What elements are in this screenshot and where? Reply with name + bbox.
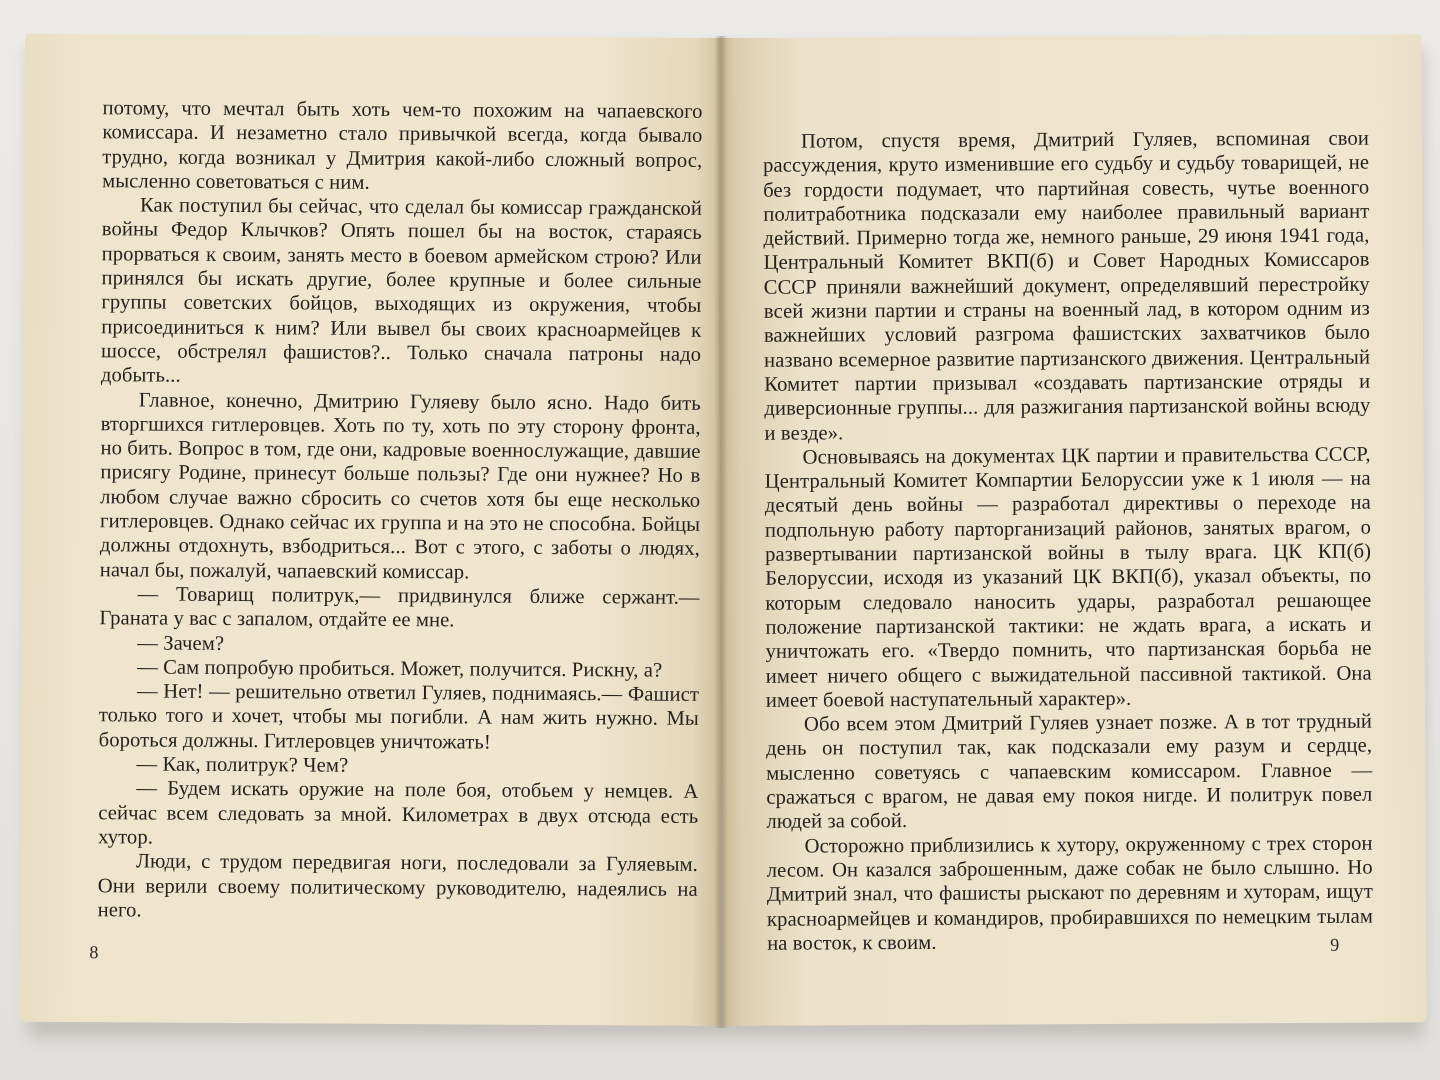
paragraph: Основываясь на документах ЦК партии и правительства СССР, Центральный Комитет Компартии Белоруссии уже к 1 июля — на десятый день войны — разработал директивы о переходе на подпольную работу парторганизаций районов, занятых врагом, о развертывании партизанской войны в тылу врага. ЦК КП(б) Белоруссии, исходя из указаний ЦК ВКП(б), указал объекты, по которым следовало наносить удары, разработал решающее положение партизанской тактики: не ждать врага, а искать и уничтожать его. «Твердо помнить, что партизанская борьба не имеет ничего общего с выжидательной пассивной тактикой. Она имеет боевой наступательный характер».: [764, 443, 1372, 712]
paragraph: Люди, с трудом передвигая ноги, последовали за Гуляевым. Они верили своему политическому руководителю, надеялись на него.: [97, 850, 699, 922]
page-number-left: 8: [89, 942, 99, 963]
right-page: [717, 34, 1426, 1026]
paragraph: Осторожно приблизились к хутору, окруженному с трех сторон лесом. Он казался заброшенным, даже собак не было слышно. Но Дмитрий знал, что фашисты рыскают по деревням и хуторам, ищут красноармейцев и командиров, пробиравшихся по немецким тылам на восток, к своим.: [766, 832, 1374, 955]
paragraph: потому, что мечтал быть хоть чем-то похожим на чапаевского комиссара. И незаметно стало привычкой всегда, когда бывало трудно, когда возникал у Дмитрия какой-либо сложный вопрос, мысленно советоваться с ним.: [102, 97, 703, 194]
left-page: [19, 34, 725, 1026]
paragraph: — Будем искать оружие на поле боя, отобьем у немцев. А сейчас всем следовать за мной. Километрах в двух отсюда есть хутор.: [98, 777, 699, 849]
paragraph: Обо всем этом Дмитрий Гуляев узнает позже. А в тот трудный день он поступил так, как подсказали ему разум и сердце, мысленно советуясь с чапаевским комиссаром. Главное — сражаться с врагом, не давая ему покоя нигде. И политрук повел людей за собой.: [766, 710, 1373, 834]
book-spine-gutter: [714, 36, 728, 1028]
paragraph: Как поступил бы сейчас, что сделал бы комиссар гражданской войны Федор Клычков? Опять пошел бы на восток, стараясь прорваться к своим, занять место в боевом армейском строю? Или принялся бы искать другие, более крупные и более сильные группы советских бойцов, выходящих из окружения, чтобы присоединиться к ним? Или вывел бы своих красноармейцев к шоссе, обстрелял фашистов?.. Только сначала патроны надо добыть...: [100, 194, 703, 387]
paragraph: — Зачем?: [137, 631, 225, 655]
left-page-text: [98, 96, 703, 926]
paragraph: Главное, конечно, Дмитрию Гуляеву было ясно. Надо бить вторгшихся гитлеровцев. Хоть по ту, хоть по эту сторону фронта, но бить. Вопрос в том, где они, кадровые военнослужащие, давшие присягу Родине, принесут больше пользы? Где они нужнее? Но в любом случае важно сбросить со счетов хотя бы еще несколько гитлеровцев. Однако сейчас их группа и на это не способна. Бойцы должны отдохнуть, взбодриться... Вот с этого, с заботы о людях, начал бы, пожалуй, чапаевский комиссар.: [99, 388, 701, 584]
paragraph: Потом, спустя время, Дмитрий Гуляев, вспоминая свои рассуждения, круто изменившие его судьбу и судьбу товарищей, не без гордости подумает, что партийная совесть, чутье военного политработника подсказали ему наиболее правильный вариант действий. Примерно тогда же, немного раньше, 29 июня 1941 года, Центральный Комитет ВКП(б) и Совет Народных Комиссаров СССР приняли важнейший документ, определявший перестройку всей жизни партии и страны на военный лад, в котором одним из важнейших условий разгрома фашистских захватчиков было названо всемерное развитие партизанского движения. Центральный Комитет партии призывал «создавать партизанские отряды и диверсионные группы... для разжигания партизанской войны всюду и везде».: [763, 127, 1371, 445]
paragraph: — Нет! — решительно ответил Гуляев, поднимаясь.— Фашист только того и хочет, чтобы мы погибли. А нам жить нужно. Мы бороться должны. Гитлеровцев уничтожать!: [98, 680, 700, 754]
page-number-right: 9: [1330, 934, 1340, 955]
paragraph: — Как, политрук? Чем?: [136, 753, 349, 777]
paragraph: — Сам попробую пробиться. Может, получится. Рискну, а?: [137, 656, 663, 682]
paragraph: — Товарищ политрук,— придвинулся ближе сержант.— Граната у вас с запалом, отдайте ее мне.: [99, 583, 700, 632]
right-page-text: [763, 127, 1373, 956]
